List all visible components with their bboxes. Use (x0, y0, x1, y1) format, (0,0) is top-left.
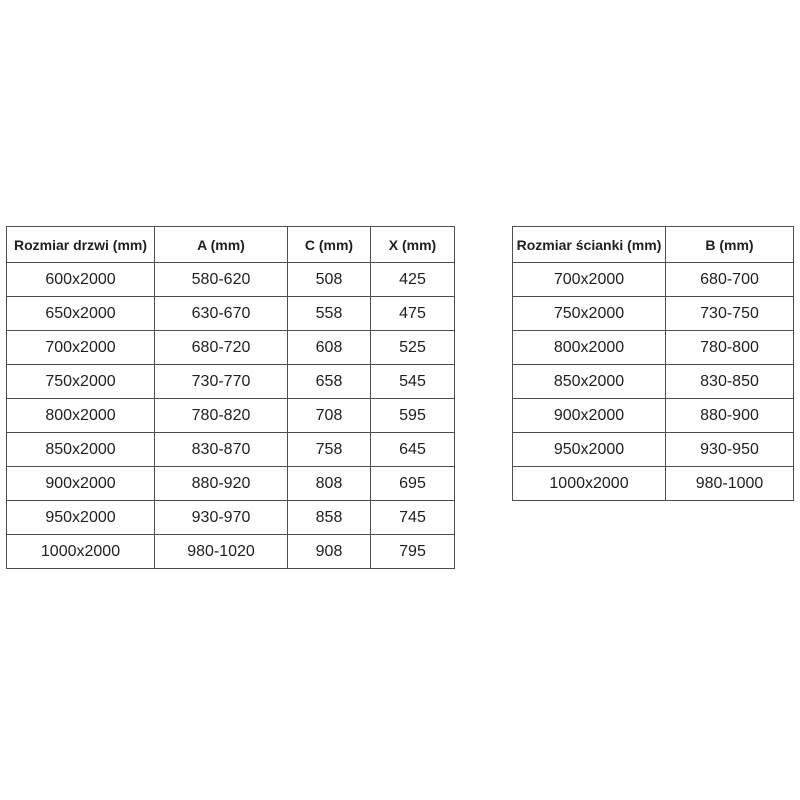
table-cell: 880-900 (666, 399, 794, 433)
table-cell: 800x2000 (7, 399, 155, 433)
table-cell: 980-1000 (666, 467, 794, 501)
door-size-table (6, 226, 455, 569)
table-row (513, 467, 794, 501)
table-cell: 850x2000 (513, 365, 666, 399)
table-cell: 800x2000 (513, 331, 666, 365)
table-cell: 730-750 (666, 297, 794, 331)
table-cell: 930-950 (666, 433, 794, 467)
table-cell: 1000x2000 (7, 535, 155, 569)
table-cell: 695 (371, 467, 455, 501)
table-cell: 708 (288, 399, 371, 433)
wall-size-table (512, 226, 794, 501)
table-cell: 580-620 (155, 263, 288, 297)
table-cell: 900x2000 (7, 467, 155, 501)
table-row (513, 331, 794, 365)
table-cell: 758 (288, 433, 371, 467)
table-cell: 630-670 (155, 297, 288, 331)
table-cell: 850x2000 (7, 433, 155, 467)
table-cell: 475 (371, 297, 455, 331)
table-cell: 750x2000 (7, 365, 155, 399)
table-row (7, 399, 455, 433)
table-cell: 645 (371, 433, 455, 467)
table-cell: 808 (288, 467, 371, 501)
table-cell: 608 (288, 331, 371, 365)
table-cell: 900x2000 (513, 399, 666, 433)
table-row (7, 297, 455, 331)
table-cell: 780-820 (155, 399, 288, 433)
table-cell: 980-1020 (155, 535, 288, 569)
column-header: Rozmiar ścianki (mm) (513, 227, 666, 263)
table-cell: 700x2000 (7, 331, 155, 365)
table-cell: 508 (288, 263, 371, 297)
table-cell: 525 (371, 331, 455, 365)
table-cell: 558 (288, 297, 371, 331)
header-row (513, 227, 794, 263)
table-cell: 425 (371, 263, 455, 297)
table-row (513, 433, 794, 467)
header-row (7, 227, 455, 263)
column-header: Rozmiar drzwi (mm) (7, 227, 155, 263)
table-cell: 780-800 (666, 331, 794, 365)
table-cell: 830-850 (666, 365, 794, 399)
table-cell: 950x2000 (7, 501, 155, 535)
table-cell: 795 (371, 535, 455, 569)
table-row (513, 263, 794, 297)
column-header: X (mm) (371, 227, 455, 263)
table-row (513, 365, 794, 399)
table-row (7, 433, 455, 467)
table-cell: 658 (288, 365, 371, 399)
table-row (7, 365, 455, 399)
table-cell: 650x2000 (7, 297, 155, 331)
table-row (513, 399, 794, 433)
table-cell: 950x2000 (513, 433, 666, 467)
table-cell: 680-700 (666, 263, 794, 297)
table-row (7, 501, 455, 535)
table-cell: 600x2000 (7, 263, 155, 297)
table-cell: 730-770 (155, 365, 288, 399)
table-row (7, 331, 455, 365)
column-header: A (mm) (155, 227, 288, 263)
table-cell: 745 (371, 501, 455, 535)
table-cell: 908 (288, 535, 371, 569)
table-cell: 545 (371, 365, 455, 399)
table-cell: 930-970 (155, 501, 288, 535)
table-row (513, 297, 794, 331)
table-cell: 1000x2000 (513, 467, 666, 501)
table-cell: 830-870 (155, 433, 288, 467)
table-cell: 700x2000 (513, 263, 666, 297)
table-row (7, 535, 455, 569)
table-cell: 750x2000 (513, 297, 666, 331)
table-row (7, 263, 455, 297)
table-cell: 680-720 (155, 331, 288, 365)
column-header: B (mm) (666, 227, 794, 263)
column-header: C (mm) (288, 227, 371, 263)
table-cell: 858 (288, 501, 371, 535)
table-row (7, 467, 455, 501)
table-cell: 880-920 (155, 467, 288, 501)
table-cell: 595 (371, 399, 455, 433)
